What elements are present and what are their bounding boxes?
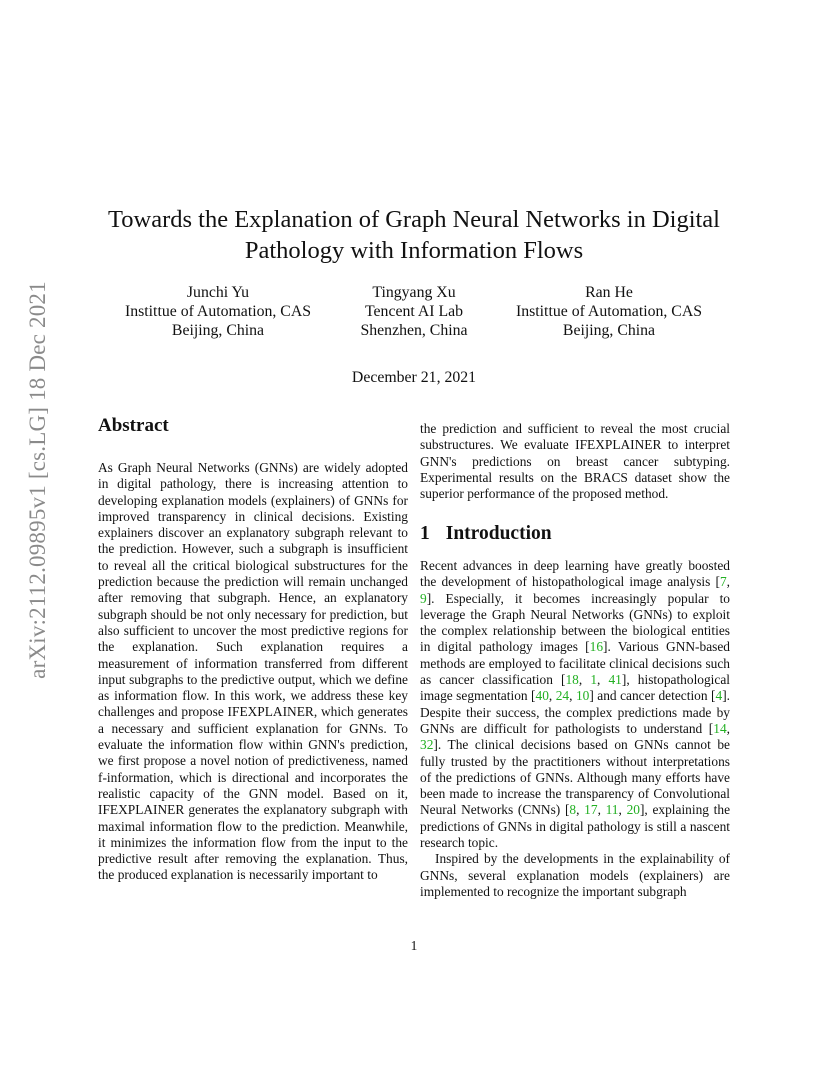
intro-paragraph-2: Inspired by the developments in the explainability of GNNs, several explanation models (explainers) are implemented to recognize the important subgraph (420, 851, 730, 899)
author-name: Tingyang Xu (372, 284, 456, 301)
citation-link[interactable]: 16 (589, 639, 604, 655)
page-number: 1 (410, 938, 418, 953)
abstract-column-right (420, 421, 730, 502)
citation-link[interactable]: 7 (719, 574, 727, 590)
citation-link[interactable]: 11 (605, 802, 619, 818)
abstract-text: As Graph Neural Networks (GNNs) are widely adopted in digital pathology, there is increasing attention to developing explanation models (explainers) of GNNs for improved transparency in clinical decisions. Existing explainers discover an explanatory subgraph relevant to the prediction. However, such a subgraph is insufficient to reveal all the critical biological substructures for the prediction because the prediction will remain unchanged after removing that subgraph. Hence, an explanatory subgraph should be not only necessary for prediction, but also sufficient to uncover the most predictive regions for the explanation. Such explanation requires a measurement of information transferred from different input subgraphs to the predictive output, which we define as information flow. In this work, we address these key challenges and propose IFEXPLAINER, which generates a necessary and sufficient explanation for GNNs. To evaluate the information flow within GNN's prediction, we first propose a novel notion of predictiveness, named f-information, which is directional and incorporates the realistic capacity of the GNN model. Based on it, IFEXPLAINER generates the explanatory subgraph with maximal information flow to the prediction. Meanwhile, it minimizes the information flow from the input to the predictive result after removing the explanation. Thus, the produced explanation is necessarily important to (98, 460, 408, 883)
citation-link[interactable]: 40 (535, 688, 549, 704)
abstract-heading: Abstract (98, 415, 169, 436)
arxiv-stamp-text: arXiv:2112.09895v1 [cs.LG] 18 Dec 2021 (25, 281, 51, 679)
introduction-column (420, 558, 730, 900)
author-3 (489, 283, 729, 340)
section-number: 1 (420, 523, 430, 544)
citation-link[interactable]: 8 (569, 802, 577, 818)
abstract-text-continued: the prediction and sufficient to reveal the most crucial substructures. We evaluate IFEXPLAINER to interpret GNN's predictions on breast cancer subtyping. Experimental results on the BRACS dataset show the superior performance of the proposed method. (420, 421, 730, 502)
author-location: Beijing, China (171, 322, 265, 339)
citation-link[interactable]: 41 (608, 672, 622, 688)
author-affiliation: Instittue of Automation, CAS (124, 303, 312, 320)
citation-link[interactable]: 20 (626, 802, 640, 818)
citation-link[interactable]: 1 (590, 672, 598, 688)
author-name: Junchi Yu (186, 284, 250, 301)
author-affiliation: Instittue of Automation, CAS (515, 303, 703, 320)
citation-link[interactable]: 4 (715, 688, 723, 704)
author-location: Shenzhen, China (360, 322, 468, 339)
abstract-column-left (98, 460, 408, 884)
intro-paragraph-1: Recent advances in deep learning have greatly boosted the development of histopathological image analysis [7, 9]. Especially, it becomes increasingly popular to leverage the Graph Neural Networks (GNNs) to exploit the complex relationship between the biological entities in digital pathology images [16]. Various GNN-based methods are employed to facilitate clinical decisions such as cancer classification [18, 1, 41], histopathological image segmentation [40, 24, 10] and cancer detection [4]. Despite their success, the complex predictions made by GNNs are difficult for pathologists to understand [14, 32]. The clinical decisions based on GNNs cannot be fully trusted by the practitioners without interpretations of the predictions of GNNs. Although many efforts have been made to increase the transparency of Convolutional Neural Networks (CNNs) [8, 17, 11, 20], explaining the predictions of GNNs in digital pathology is still a nascent research topic. (420, 558, 731, 851)
citation-link[interactable]: 24 (555, 688, 570, 704)
citation-link[interactable]: 10 (575, 688, 590, 704)
citation-link[interactable]: 14 (713, 720, 727, 736)
citation-link[interactable]: 17 (584, 802, 598, 818)
citation-link[interactable]: 9 (420, 590, 427, 606)
citation-link[interactable]: 32 (420, 737, 434, 753)
paper-date: December 21, 2021 (351, 369, 477, 386)
paper-title: Towards the Explanation of Graph Neural Networks in Digital Pathology with Information Flows (108, 206, 720, 264)
author-name: Ran He (585, 284, 633, 301)
section-heading-introduction (420, 523, 552, 545)
author-affiliation: Tencent AI Lab (364, 303, 464, 320)
author-block (0, 283, 828, 343)
section-title: Introduction (445, 523, 552, 544)
author-location: Beijing, China (562, 322, 656, 339)
citation-link[interactable]: 18 (565, 672, 579, 688)
